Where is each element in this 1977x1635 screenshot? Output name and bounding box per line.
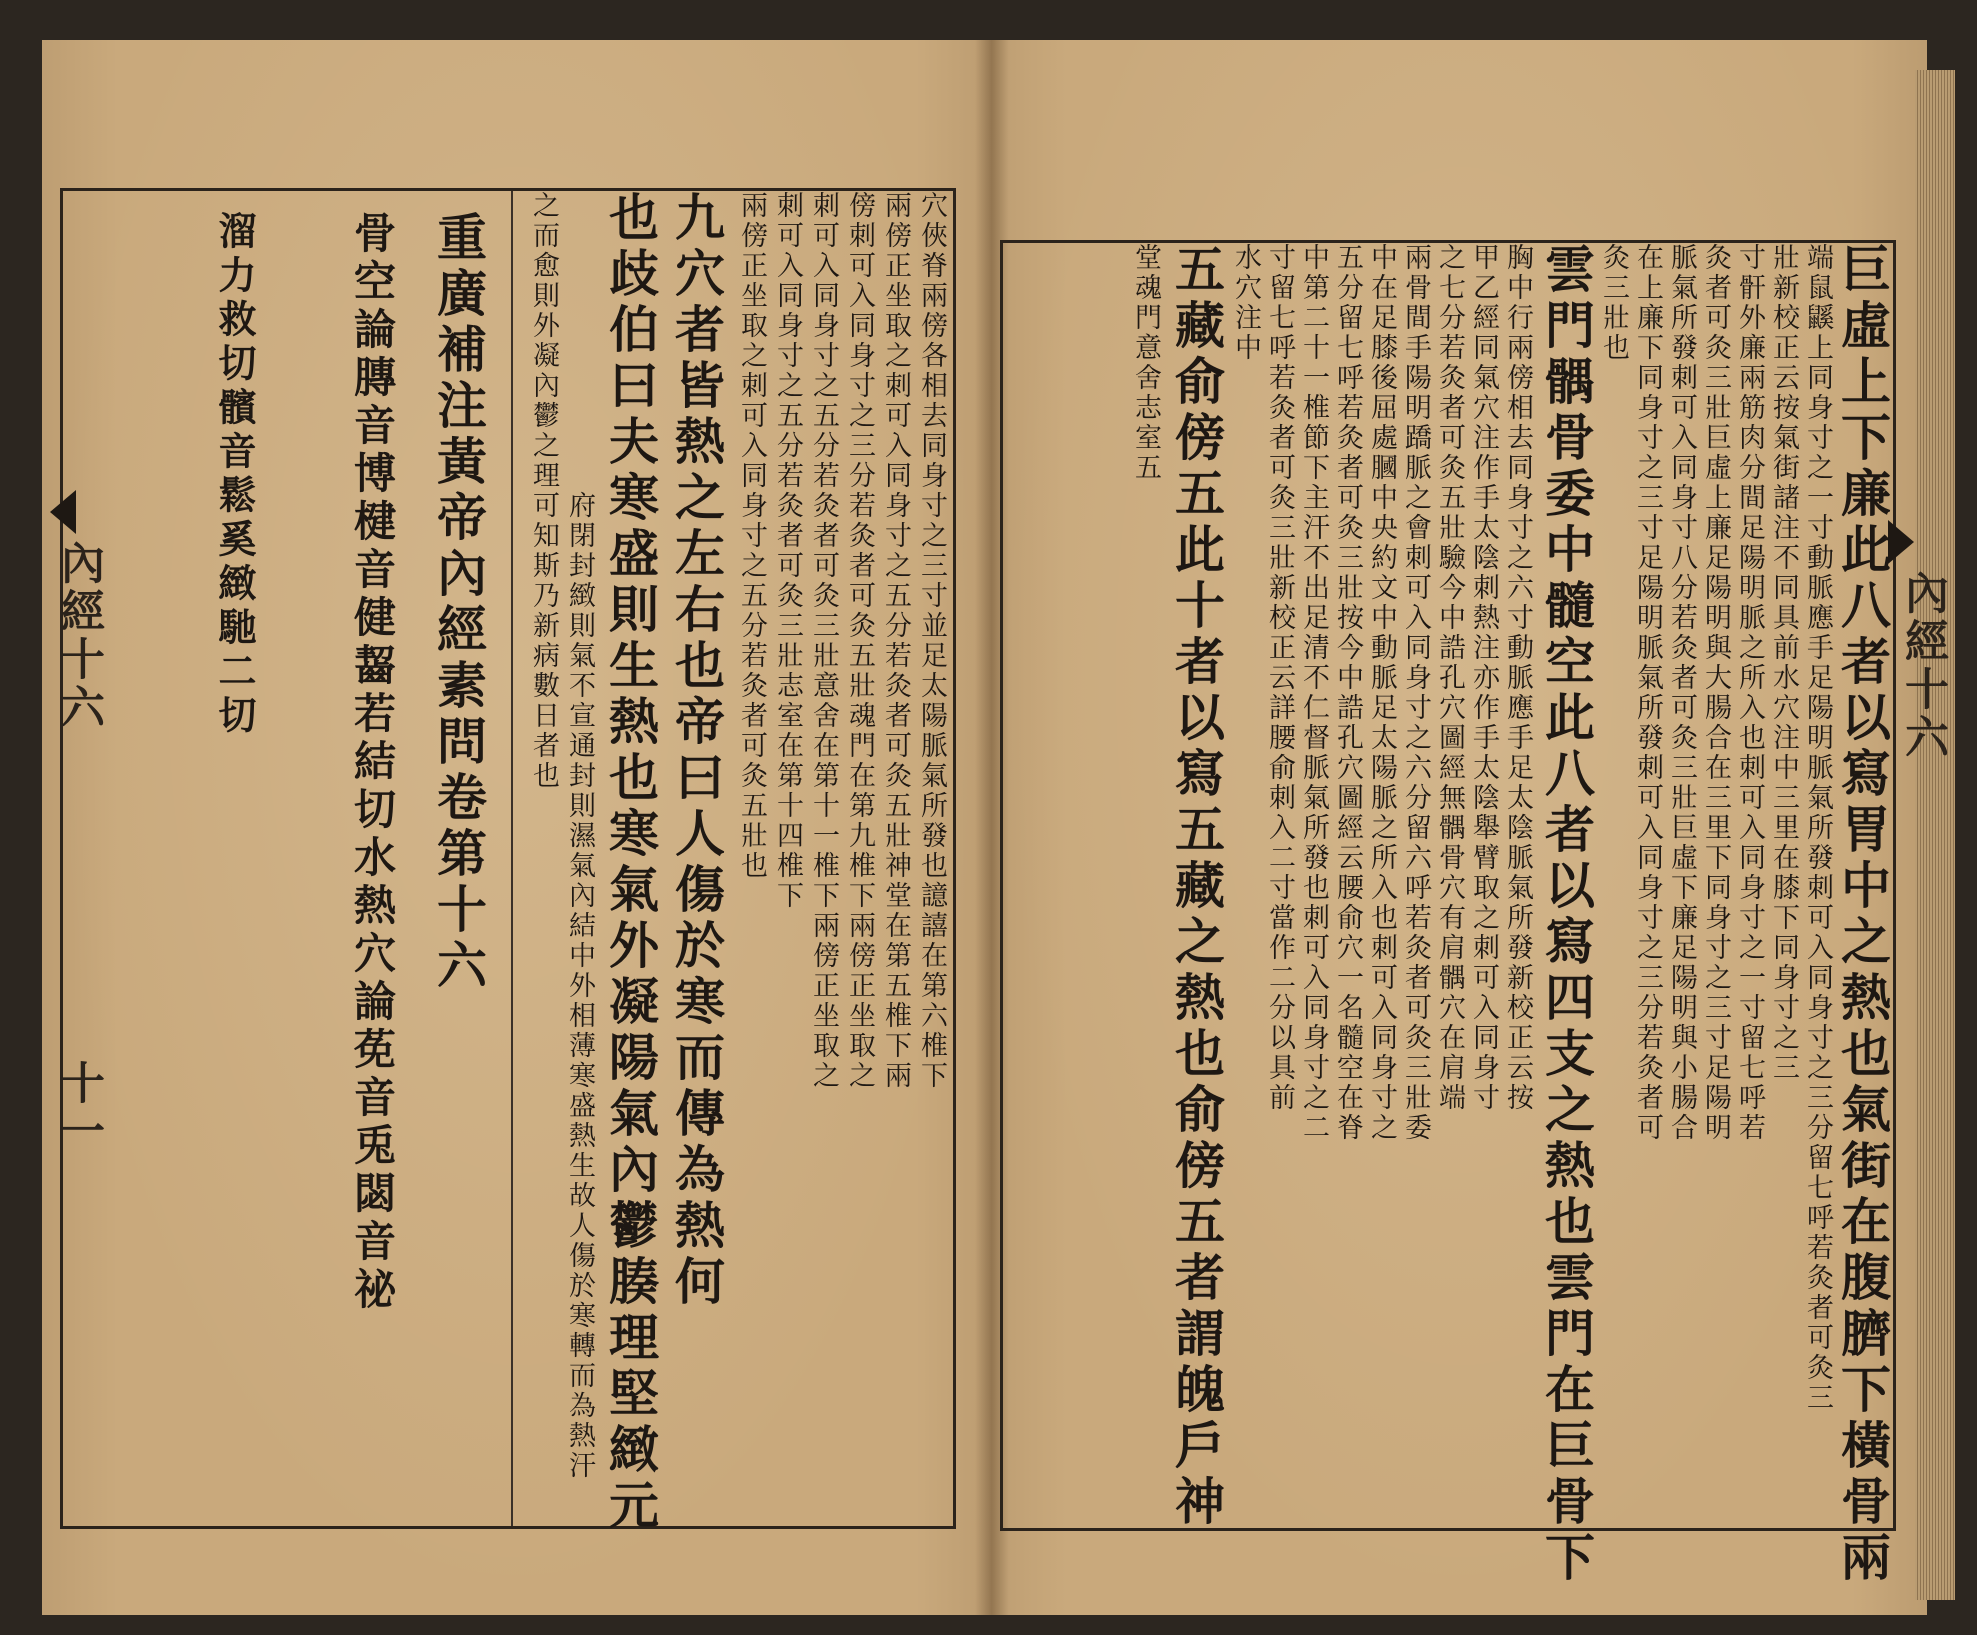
text-column: 五分留七呼若灸者可灸三壯按今中誥孔穴圖經云腰俞穴一名髓空在脊 <box>1332 243 1363 1143</box>
text-column: 中第二十一椎節下主汗不出足清不仁督脈氣所發也刺可入同身寸之二 <box>1298 243 1329 1143</box>
text-column: 之七分若灸者可灸五壯驗今中誥孔穴圖經無髃骨穴有肩髃穴在肩端 <box>1434 243 1465 1113</box>
text-column: 堂魂門意舍志室五 <box>1130 243 1161 483</box>
fishtail-mark <box>1888 520 1914 564</box>
column-rule <box>511 191 513 1526</box>
text-column: 刺可入同身寸之五分若灸者可灸三壯志室在第十四椎下 <box>772 191 803 911</box>
chapter-title: 重廣補注黃帝內經素問卷第十六 <box>429 211 488 995</box>
text-column: 兩骨間手陽明蹻脈之會刺可入同身寸之六分留六呼若灸者可灸三壯委 <box>1400 243 1431 1143</box>
text-column: 傍刺可入同身寸之三分若灸者可灸五壯魂門在第九椎下兩傍正坐取之 <box>844 191 875 1091</box>
text-column: 灸三壯也 <box>1598 243 1629 363</box>
text-column: 之而愈則外凝內鬱之理可知斯乃新病數日者也 <box>528 191 559 791</box>
text-column: 寸骭外廉兩筋肉分間足陽明脈之所入也刺可入同身寸之一寸留七呼若 <box>1734 243 1765 1143</box>
main-text-column: 九穴者皆熱之左右也帝曰人傷於寒而傳為熱何 <box>667 191 726 1311</box>
text-column: 胸中行兩傍相去同身寸之六寸動脈應手足太陰脈氣所發新校正云按 <box>1502 243 1533 1113</box>
text-column: 刺可入同身寸之五分若灸者可灸三壯意舍在第十一椎下兩傍正坐取之 <box>808 191 839 1091</box>
right-text-frame <box>1000 240 1896 1587</box>
chapter-subtitle: 骨空論膞音博楗音健齧若結切水熱穴論莬音兎閟音祕 <box>348 211 397 1315</box>
text-column: 兩傍正坐取之刺可入同身寸之五分若灸者可灸五壯神堂在第五椎下兩 <box>880 191 911 1091</box>
text-column: 兩傍正坐取之刺可入同身寸之五分若灸者可灸五壯也 <box>736 191 767 881</box>
text-column: 灸者可灸三壯巨虛上廉足陽明與大腸合在三里下同身寸之三寸足陽明 <box>1700 243 1731 1143</box>
text-column: 甲乙經同氣穴注作手太陰刺熱注亦作手太陰舉臂取之刺可入同身寸 <box>1468 243 1499 1113</box>
left-text-frame <box>60 188 956 1535</box>
text-column: 在上廉下同身寸之三寸足陽明脈氣所發刺可入同身寸之三分若灸者可 <box>1632 243 1663 1143</box>
main-text-column: 雲門髃骨委中髓空此八者以寫四支之熱也雲門在巨骨下 <box>1537 243 1596 1587</box>
main-text-column: 也歧伯曰夫寒盛則生熱也寒氣外凝陽氣內鬱腠理堅緻元 <box>601 191 660 1535</box>
text-column: 中在足膝後屈處膕中央約文中動脈足太陽脈之所入也刺可入同身寸之 <box>1366 243 1397 1143</box>
text-column: 府閉封緻則氣不宣通封則濕氣內結中外相薄寒盛熱生故人傷於寒轉而為熱汗 <box>564 491 595 1481</box>
page-edges <box>1915 70 1955 1600</box>
text-column: 壯新校正云按氣街諸注不同具前水穴注中三里在膝下同身寸之三 <box>1768 243 1799 1083</box>
folio-title: 內經十六 <box>1897 570 1948 762</box>
text-column: 端鼠鼷上同身寸之一寸動脈應手足陽明脈氣所發刺可入同身寸之三分留七呼若灸者可灸三 <box>1802 243 1833 1413</box>
fishtail-mark <box>50 490 76 534</box>
main-text-column: 巨虛上下廉此八者以寫胃中之熱也氣街在腹臍下橫骨兩 <box>1833 243 1892 1587</box>
text-column: 脈氣所發刺可入同身寸八分若灸者可灸三壯巨虛下廉足陽明與小腸合 <box>1666 243 1697 1143</box>
main-text-column: 五藏俞傍五此十者以寫五藏之熱也俞傍五者謂魄戶神 <box>1167 243 1226 1531</box>
folio-number: 十一 <box>53 1060 104 1156</box>
text-column: 寸留七呼若灸者可灸三壯新校正云詳腰俞刺入二寸當作二分以具前 <box>1264 243 1295 1113</box>
text-column: 水穴注中 <box>1230 243 1261 363</box>
folio-title: 內經十六 <box>53 540 104 732</box>
pronunciation-notes: 溜力救切髕音鬆奚緻馳二切 <box>212 211 257 739</box>
text-column: 穴俠脊兩傍各相去同身寸之三寸並足太陽脈氣所發也譩譆在第六椎下 <box>916 191 947 1091</box>
